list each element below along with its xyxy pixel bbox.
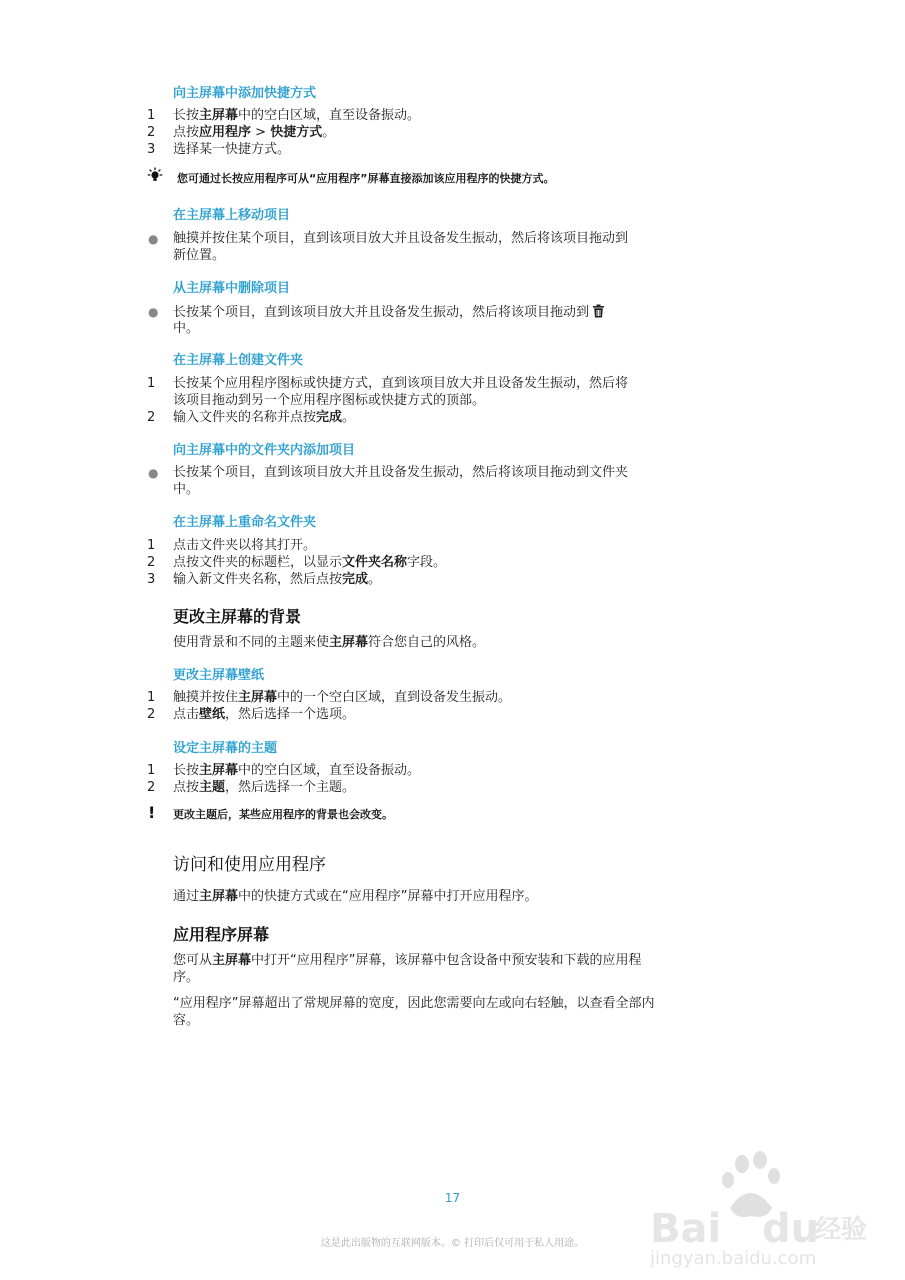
step-text: 输入新文件夹名称，然后点按完成。: [173, 572, 382, 587]
step-number: 2: [147, 555, 156, 570]
section-heading-add-to-folder: 向主屏幕中的文件夹内添加项目: [173, 443, 356, 458]
bullet-text: 长按某个项目，直到该项目放大并且设备发生振动，然后将该项目拖动到: [173, 304, 733, 321]
step-number: 3: [147, 572, 156, 587]
svg-text:du: du: [762, 1206, 820, 1252]
step-text: 点击壁纸，然后选择一个选项。: [173, 707, 356, 722]
step-number: 3: [147, 142, 156, 157]
bullet-dot: ●: [148, 232, 159, 246]
svg-text:jingyan.baidu.com: jingyan.baidu.com: [650, 1248, 817, 1269]
bullet-text: 长按某个项目，直到该项目放大并且设备发生振动，然后将该项目拖动到文件夹: [173, 465, 629, 480]
paragraph: “应用程序”屏幕超出了常规屏幕的宽度，因此您需要向左或向右轻触，以查看全部内: [173, 996, 655, 1011]
step-text: 选择某一快捷方式。: [173, 142, 291, 157]
page-number: 17: [444, 1191, 461, 1205]
section-heading-change-wallpaper: 更改主屏幕壁纸: [173, 668, 265, 683]
paragraph: 通过主屏幕中的快捷方式或在“应用程序”屏幕中打开应用程序。: [173, 889, 538, 904]
lightbulb-icon: [146, 167, 164, 185]
bullet-text: 中。: [173, 482, 200, 497]
section-heading-access-apps: 访问和使用应用程序: [173, 855, 326, 875]
section-heading-add-shortcut: 向主屏幕中添加快捷方式: [173, 86, 317, 101]
section-heading-app-screen: 应用程序屏幕: [173, 925, 270, 944]
svg-text:Bai: Bai: [650, 1206, 722, 1252]
tip-text: 您可通过长按应用程序可从“应用程序”屏幕直接添加该应用程序的快捷方式。: [177, 172, 555, 185]
bullet-text: 中。: [173, 321, 200, 336]
step-number: 2: [147, 410, 156, 425]
step-number: 2: [147, 780, 156, 795]
step-number: 1: [147, 376, 156, 391]
bullet-text: 触摸并按住某个项目，直到该项目放大并且设备发生振动，然后将该项目拖动到: [173, 231, 629, 246]
step-text: 点按主题，然后选择一个主题。: [173, 780, 356, 795]
warning-text: 更改主题后，某些应用程序的背景也会改变。: [173, 808, 393, 821]
baidu-watermark-logo: [650, 1150, 880, 1270]
step-number: 1: [147, 763, 156, 778]
step-text: 点按文件夹的标题栏，以显示文件夹名称字段。: [173, 555, 447, 570]
step-text: 输入文件夹的名称并点按完成。: [173, 410, 356, 425]
step-text: 长按某个应用程序图标或快捷方式，直到该项目放大并且设备发生振动，然后将: [173, 376, 629, 391]
trash-icon: [592, 304, 605, 318]
section-heading-delete-item: 从主屏幕中删除项目: [173, 281, 291, 296]
step-number: 1: [147, 538, 156, 553]
step-text: 点按应用程序 > 快捷方式。: [173, 125, 336, 140]
section-heading-rename-folder: 在主屏幕上重命名文件夹: [173, 515, 317, 530]
section-heading-change-background: 更改主屏幕的背景: [173, 607, 302, 626]
bullet-text: 新位置。: [173, 248, 226, 263]
step-number: 2: [147, 125, 156, 140]
step-text: 长按主屏幕中的空白区域，直至设备振动。: [173, 763, 421, 778]
step-text: 该项目拖动到另一个应用程序图标或快捷方式的顶部。: [173, 393, 486, 408]
step-number: 2: [147, 707, 156, 722]
section-heading-create-folder: 在主屏幕上创建文件夹: [173, 353, 304, 368]
section-heading-set-theme: 设定主屏幕的主题: [173, 741, 278, 756]
page-footer: 这是此出版物的互联网版本。© 打印后仅可用于私人用途。: [320, 1238, 585, 1249]
section-heading-move-item: 在主屏幕上移动项目: [173, 208, 291, 223]
bullet-dot: ●: [148, 466, 159, 480]
exclamation-icon: !: [148, 803, 156, 822]
paragraph-continuation: 容。: [173, 1013, 200, 1028]
step-text: 长按主屏幕中的空白区域，直至设备振动。: [173, 108, 421, 123]
step-number: 1: [147, 690, 156, 705]
step-text: 点击文件夹以将其打开。: [173, 538, 317, 553]
paragraph: 您可从主屏幕中打开“应用程序”屏幕，该屏幕中包含设备中预安装和下载的应用程: [173, 953, 642, 968]
step-text: 触摸并按住主屏幕中的一个空白区域，直到设备发生振动。: [173, 690, 512, 705]
svg-text:经验: 经验: [815, 1215, 868, 1245]
bullet-dot: ●: [148, 305, 159, 319]
step-number: 1: [147, 108, 156, 123]
paragraph-continuation: 序。: [173, 970, 200, 985]
paragraph: 使用背景和不同的主题来使主屏幕符合您自己的风格。: [173, 635, 486, 650]
